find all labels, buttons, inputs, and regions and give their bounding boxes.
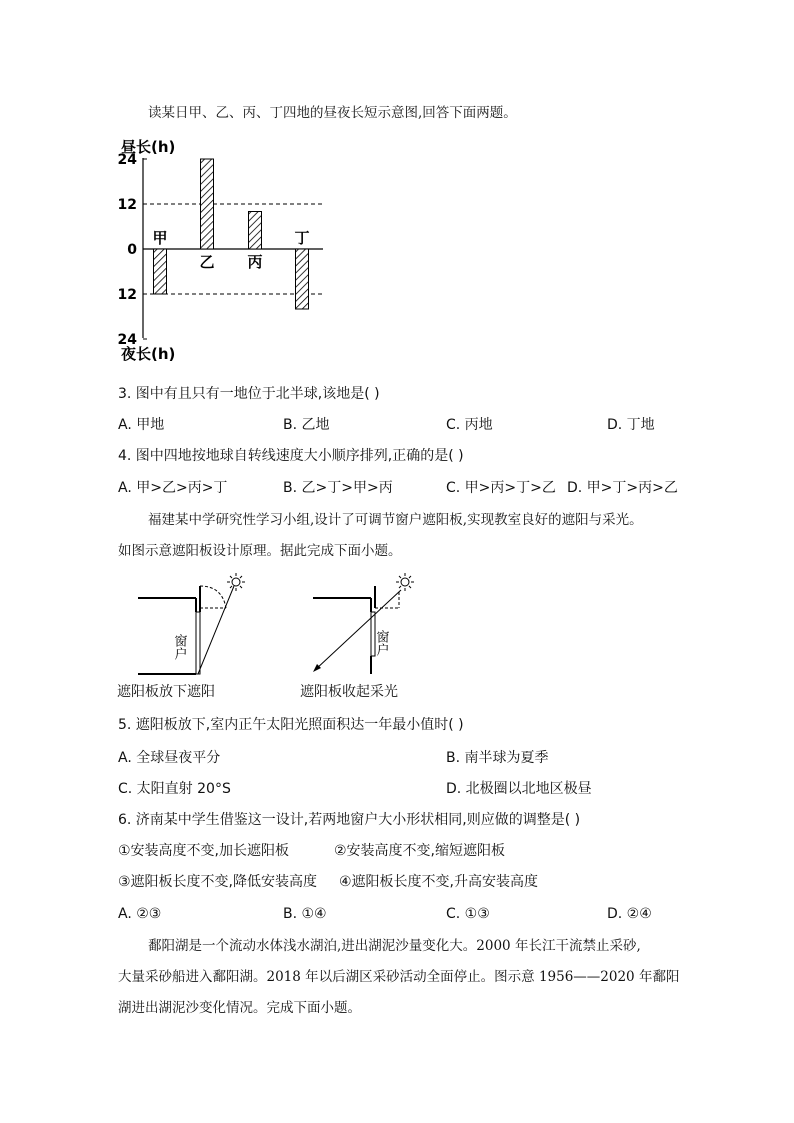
y-tick-label: 0: [127, 242, 137, 258]
right-figure-caption: 遮阳板收起采光: [300, 684, 398, 700]
day-bar-2: [249, 212, 262, 250]
intro-text-3-line-3: 湖进出湖泥沙变化情况。完成下面小题。: [118, 1000, 361, 1016]
q3-option-a[interactable]: A. 甲地: [118, 417, 165, 433]
q6-option-a[interactable]: A. ②③: [118, 906, 162, 922]
q5-option-a[interactable]: A. 全球昼夜平分: [118, 750, 221, 766]
category-label-1: 乙: [199, 253, 215, 271]
q4-option-d[interactable]: D. 甲>丁>丙>乙: [567, 480, 678, 496]
q6-option-b[interactable]: B. ①④: [283, 906, 327, 922]
q3-option-c[interactable]: C. 丙地: [446, 417, 493, 433]
window-frame: [196, 612, 200, 674]
q3-option-d[interactable]: D. 丁地: [607, 417, 655, 433]
intro-text-1: 读某日甲、乙、丙、丁四地的昼夜长短示意图,回答下面两题。: [148, 105, 517, 121]
q5-option-d[interactable]: D. 北极圈以北地区极昼: [446, 781, 592, 797]
y-label-bottom: 夜长(h): [121, 345, 176, 363]
q6-choice-4: ④遮阳板长度不变,升高安装高度: [339, 874, 539, 890]
q4-option-a[interactable]: A. 甲>乙>丙>丁: [118, 480, 228, 496]
q5-stem: 5. 遮阳板放下,室内正午太阳光照面积达一年最小值时( ): [118, 717, 464, 733]
figure-shade-down: [130, 572, 270, 677]
sun-icon: [232, 578, 240, 586]
q6-option-d[interactable]: D. ②④: [607, 906, 652, 922]
sun-icon: [401, 578, 409, 586]
left-figure-caption: 遮阳板放下遮阳: [117, 684, 215, 700]
category-label-2: 丙: [247, 253, 263, 271]
y-label-top: 昼长(h): [121, 138, 176, 156]
sun-ray: [198, 586, 234, 674]
night-bar-3: [296, 249, 309, 309]
q6-choice-2: ②安装高度不变,缩短遮阳板: [334, 843, 506, 859]
day-bar-1: [201, 159, 214, 249]
intro-text-2-line-2: 如图示意遮阳板设计原理。据此完成下面小题。: [118, 543, 402, 559]
left-window-label: 窗户: [171, 634, 187, 660]
q5-option-c[interactable]: C. 太阳直射 20°S: [118, 781, 231, 797]
q3-stem: 3. 图中有且只有一地位于北半球,该地是( ): [118, 386, 380, 402]
y-tick-label: 12: [117, 197, 137, 213]
q4-option-c[interactable]: C. 甲>丙>丁>乙: [446, 480, 556, 496]
shade-dash-arc: [200, 586, 226, 608]
q4-stem: 4. 图中四地按地球自转线速度大小顺序排列,正确的是( ): [118, 448, 464, 464]
right-window-label: 窗户: [373, 630, 389, 656]
intro-text-2-line-1: 福建某中学研究性学习小组,设计了可调节窗户遮阳板,实现教室良好的遮阳与采光。: [148, 512, 643, 528]
q6-option-c[interactable]: C. ①③: [446, 906, 490, 922]
night-bar-0: [154, 249, 167, 294]
category-label-0: 甲: [152, 229, 168, 247]
q6-choice-1: ①安装高度不变,加长遮阳板: [118, 843, 290, 859]
y-tick-label: 12: [117, 287, 137, 303]
intro-text-3-line-2: 大量采砂船进入鄱阳湖。2018 年以后湖区采砂活动全面停止。图示意 1956——2020 年鄱阳: [118, 969, 680, 985]
day-night-chart: [115, 135, 375, 365]
q6-choice-3: ③遮阳板长度不变,降低安装高度: [118, 874, 318, 890]
y-tick-label: 24: [117, 332, 137, 348]
figure-shade-up: [305, 572, 445, 677]
category-label-3: 丁: [294, 229, 310, 247]
y-tick-label: 24: [117, 152, 137, 168]
intro-text-3-line-1: 鄱阳湖是一个流动水体浅水湖泊,进出湖泥沙量变化大。2000 年长江干流禁止采砂,: [148, 938, 641, 954]
q6-stem: 6. 济南某中学生借鉴这一设计,若两地窗户大小形状相同,则应做的调整是( ): [118, 812, 581, 828]
q3-option-b[interactable]: B. 乙地: [283, 417, 330, 433]
q4-option-b[interactable]: B. 乙>丁>甲>丙: [283, 480, 393, 496]
q5-option-b[interactable]: B. 南半球为夏季: [446, 750, 549, 766]
